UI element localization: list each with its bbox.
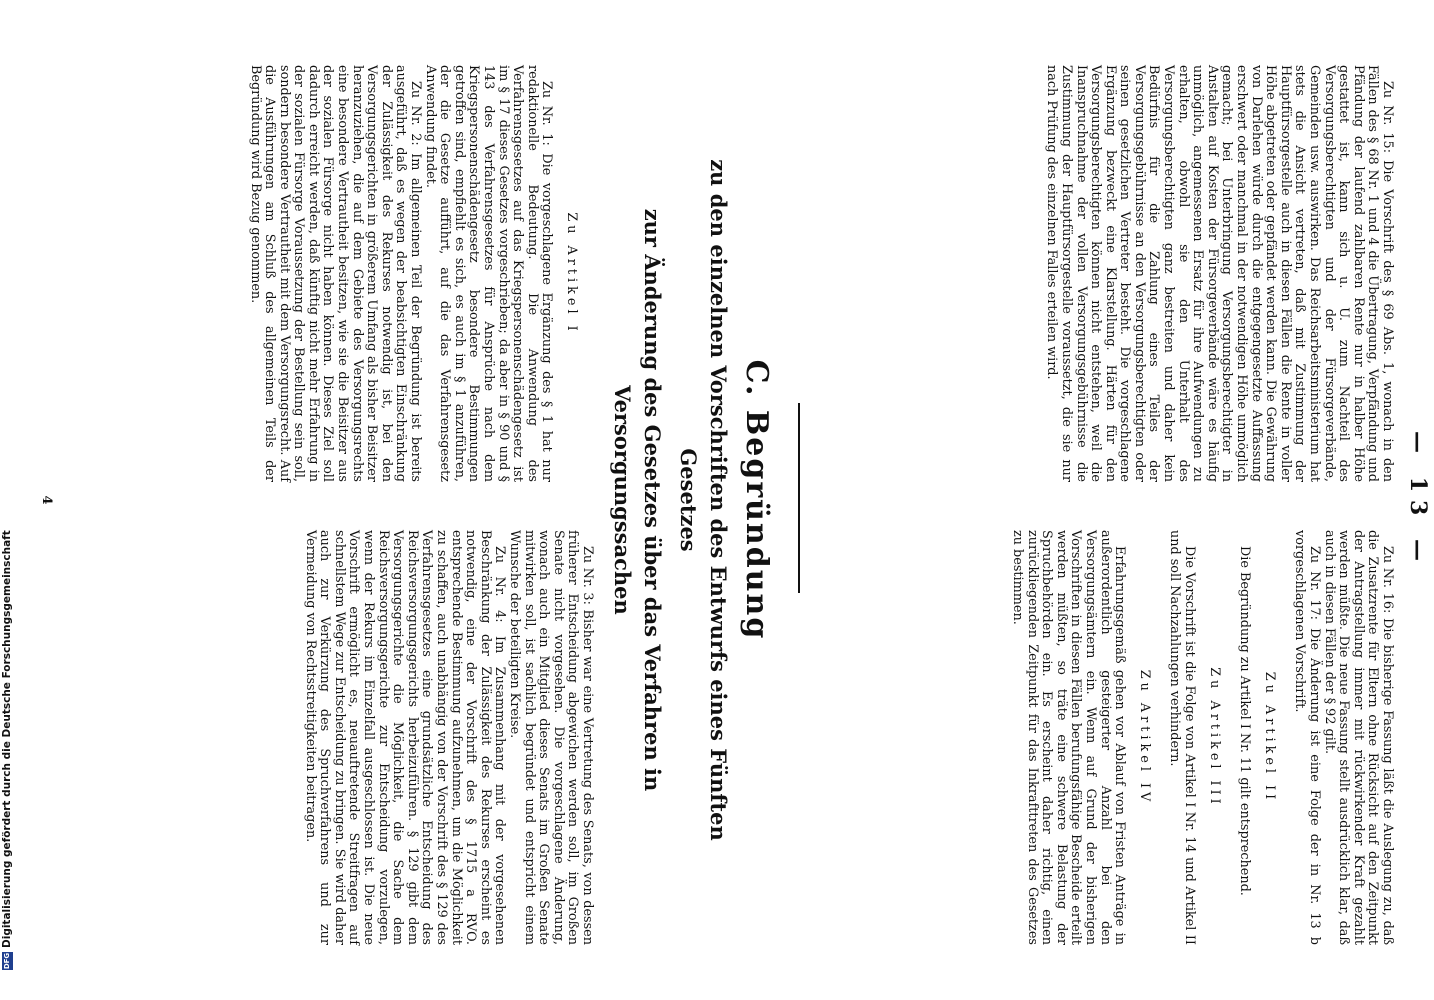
bottom-right-column	[302, 530, 594, 945]
page-number: — 13 —	[1405, 431, 1431, 569]
paragraph-artikel-3: Die Vorschrift ist die Folge von Artikel I Nr. 14 und Artikel II und soll Nachzahlungen verhindern.	[1167, 530, 1198, 945]
bottom-page-mark: 4	[39, 495, 54, 505]
paragraph-nr1: Zu Nr. 1: Die vorgeschlagene Ergänzung des § 1 hat nur redaktionelle Bedeutung. Die Anwendung des Verfahrensgesetzes auf das Kriegspersonenschädengesetz ist im § 17 dieses Gesetzes vorgeschrieben; da aber in § 90 und § 143 des Verfahrensgesetzes für Ansprüche nach dem Kriegspersonenschädengesetz besondere Bestimmungen getroffen sind, empfiehlt es sich, es auch im § 1 anzuführen, der die Gesetze aufführt, auf die das Verfahrensgesetz Anwendung findet.	[422, 65, 555, 482]
heading-artikel-3: Zu Artikel III	[1206, 667, 1222, 808]
section-divider	[798, 403, 800, 593]
section-title	[607, 130, 774, 870]
dfg-logo-icon: DFG	[2, 952, 11, 970]
digitization-footer	[0, 0, 16, 1000]
paragraph-nr16: Zu Nr. 16: Die bisherige Fassung läßt die Auslegung zu, daß die Zusatzrente für Eltern ohne Rücksicht auf den Zeitpunkt der Antragstellung immer mit rückwirkender Kraft gezahlt werden müßte. Die neue Fassung stellt ausdrücklich klar, daß auch in diesen Fällen der § 92 gilt.	[1321, 530, 1395, 945]
heading-artikel-2: Zu Artikel II	[1261, 671, 1277, 804]
paragraph-nr3: Zu Nr. 3: Bisher war eine Vertretung des Senats, von dessen früherer Entscheidung abgewichen werden soll, im Großen Senate nicht vorgesehen. Die vorgeschlagene Änderung, wonach auch ein Mitglied dieses Senats im Großen Senate mitwirken soll, ist sachlich begründet und entspricht einem Wunsche der beteiligten Kreise.	[507, 530, 595, 945]
paragraph-nr15: Zu Nr. 15: Die Vorschrift des § 69 Abs. 1, wonach in den Fällen des § 68 Nr. 1 und 4 die Übertragung, Verpfändung und Pfändung der laufend zahlbaren Rente nur in halber Höhe gestattet ist, kann sich u. U. zum Nachteil des Versorgungsberechtigten und der Fürsorgeverbände, Gemeinden usw. auswirken. Das Reichsarbeitsministerium hat stets die Ansicht vertreten, daß mit Zustimmung der Hauptfürsorgestelle auch in diesen Fällen die Rente in voller Höhe abgetreten oder gepfändet werden kann. Die Gewährung von Darlehen würde durch die entgegengesetzte Auffassung erschwert oder manchmal in der notwendigen Höhe unmöglich gemacht; bei Unterbringung Versorgungsberechtigter in Anstalten auf Kosten der Fürsorgeverbände wäre es häufig unmöglich, angemessenen Ersatz für ihre Aufwendungen zu erhalten, obwohl sie den Unterhalt des Versorgungsberechtigten ganz bestreiten und daher kein Bedürfnis für die Zahlung eines Teiles der Versorgungsgebührnisse an den Versorgungsberechtigten oder seinen gesetzlichen Vertreter besteht. Die vorgeschlagene Ergänzung bezweckt eine Klarstellung. Härten für den Versorgungsberechtigten können nicht entstehen, weil die Inanspruchnahme der vollen Versorgungsgebührnisse die Zustimmung der Hauptfürsorgestelle voraussetzt, die sie nur nach Prüfung des einzelnen Falles erteilen wird.	[1044, 65, 1395, 482]
top-left-column	[1044, 65, 1394, 482]
paragraph-nr4: Zu Nr. 4: Im Zusammenhang mit der vorgesehenen Beschränkung der Zulässigkeit des Rekurses erscheint es notwendig, eine der Vorschrift des § 1715 a RVO. entsprechende Bestimmung aufzunehmen, um die Möglichkeit zu schaffen, auch unabhängig von der Vorschrift des § 129 des Verfahrensgesetzes eine grundsätzliche Entscheidung des Reichsversorgungsgerichts herbeizuführen. § 129 gibt dem Versorgungsgerichte die Möglichkeit, die Sache dem Reichsversorgungsgerichte zur Entscheidung vorzulegen, wenn der Rekurs im Einzelfall ausgeschlossen ist. Die neue Vorschrift ermöglicht es, neuauftretende Streitfragen auf schnellstem Wege zur Entscheidung zu bringen. Sie wird daher auch zur Verkürzung des Spruchverfahrens und zur Vermeidung von Rechtsstreitigkeiten beitragen.	[302, 530, 508, 945]
paragraph-artikel-2: Die Begründung zu Artikel I Nr. 11 gilt entsprechend.	[1237, 546, 1253, 896]
title-main: C. Begründung	[739, 359, 774, 641]
digitization-note: Digitalisierung gefördert durch die Deutsche Forschungsgemeinschaft	[1, 530, 13, 948]
bottom-left-column	[247, 65, 594, 482]
paragraph-artikel-4: Erfahrungsgemäß gehen vor Ablauf von Fristen Anträge in außerordentlich gesteigerter Anzahl bei den Versorgungsämtern ein. Wenn auf Grund der bisherigen Vorschriften in diesen Fällen berufungsfähige Bescheide erteilt werden müßten, so träte eine schwere Belastung der Spruchbehörden ein. Es erscheint daher richtig, einen zurückliegenden Zeitpunkt für das Inkrafttreten des Gesetzes zu bestimmen.	[1010, 530, 1128, 945]
paragraph-nr17: Zu Nr. 17: Die Änderung ist eine Folge der in Nr. 13 b vorgeschlagenen Vorschrift.	[1292, 530, 1323, 945]
paragraph-nr2: Zu Nr. 2: Im allgemeinen Teil der Begründung ist bereits ausgeführt, daß es wegen der beabsichtigten Einschränkung der Zulässigkeit des Rekurses notwendig ist, bei den Versorgungsgerichten in größerem Umfang als bisher Beisitzer heranzuziehen, die auf dem Gebiete des Versorgungsrechts eine besondere Vertrautheit besitzen, wie sie die Beisitzer aus der sozialen Fürsorge nicht haben können. Dieses Ziel soll dadurch erreicht werden, daß künftig nicht mehr Erfahrung in der sozialen Fürsorge Voraussetzung der Bestellung sein soll, sondern besondere Vertrautheit mit dem Versorgungsrecht. Auf die Ausführungen am Schluß des allgemeinen Teils der Begründung wird Bezug genommen.	[247, 65, 424, 482]
heading-artikel-1: Zu Artikel I	[564, 212, 579, 335]
title-sub-line-1: zu den einzelnen Vorschriften des Entwurfs eines Fünften Gesetzes	[676, 159, 731, 841]
top-right-column	[1010, 530, 1394, 945]
heading-artikel-4: Zu Artikel IV	[1136, 669, 1152, 806]
title-sub-line-2: zur Änderung des Gesetzes über das Verfahren in Versorgungssachen	[610, 208, 665, 792]
